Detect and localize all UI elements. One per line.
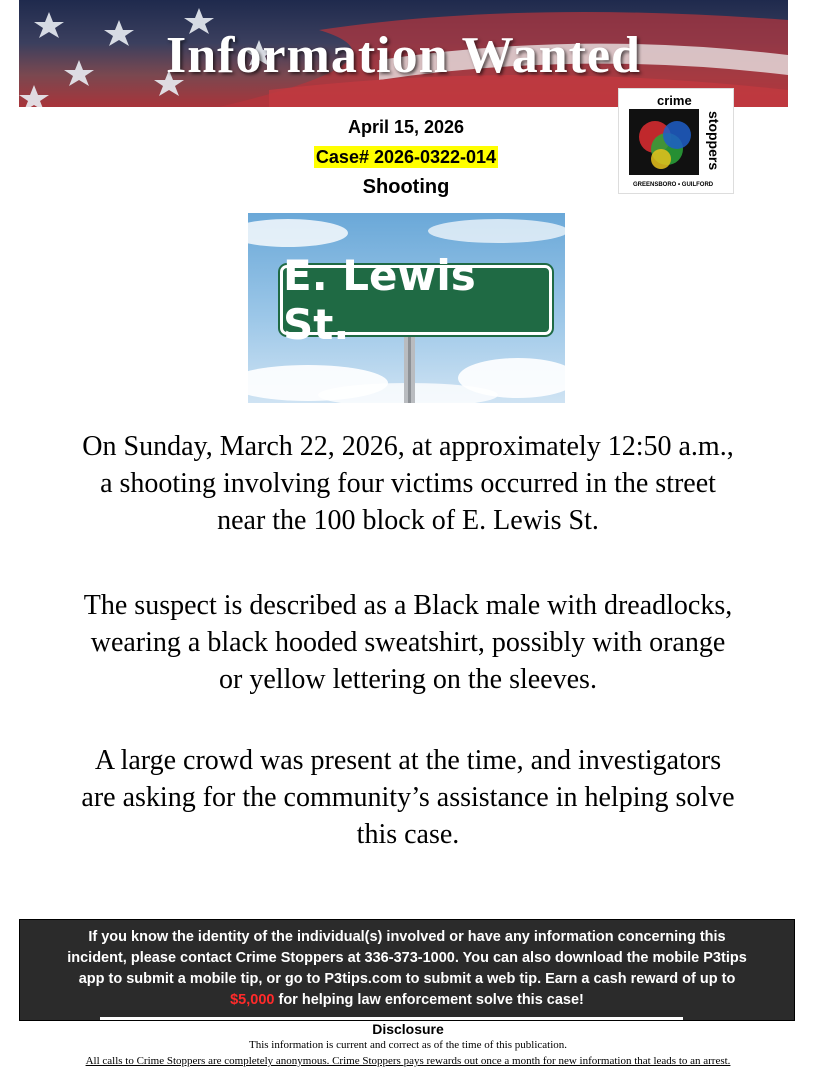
tip-line: app to submit a mobile tip, or go to P3tips.com to submit a web tip. Earn a cash reward of up to xyxy=(78,971,736,987)
appeal-paragraph xyxy=(30,742,786,853)
case-number-row xyxy=(280,147,532,168)
incident-paragraph xyxy=(30,428,786,539)
svg-text:GREENSBORO • GUILFORD: GREENSBORO • GUILFORD xyxy=(633,182,714,188)
crime-type: Shooting xyxy=(362,176,450,198)
disclosure-line: This information is current and correct as of the time of this publication. xyxy=(249,1039,567,1051)
paragraph-line: On Sunday, March 22, 2026, at approximately 12:50 a.m., xyxy=(82,431,734,462)
paragraph-line: A large crowd was present at the time, and investigators xyxy=(94,745,722,776)
disclosure-line: All calls to Crime Stoppers are completely anonymous. Crime Stoppers pays rewards out once a month for new information that leads to an arrest. xyxy=(85,1055,731,1067)
tip-box xyxy=(19,919,795,1021)
paragraph-line: The suspect is described as a Black male with dreadlocks, xyxy=(83,590,733,621)
paragraph-line: or yellow lettering on the sleeves. xyxy=(219,664,597,695)
paragraph-line: this case. xyxy=(356,819,460,850)
paragraph-line: a shooting involving four victims occurred in the street xyxy=(100,468,716,499)
street-sign-text: E. Lewis St. xyxy=(283,251,476,349)
paragraph-line: are asking for the community’s assistance in helping solve xyxy=(81,782,735,813)
tip-line xyxy=(38,990,776,1011)
street-sign-photo xyxy=(248,213,565,403)
flyer-date: April 15, 2026 xyxy=(347,117,465,137)
crime-stoppers-logo xyxy=(618,88,734,194)
tip-text xyxy=(38,927,776,1011)
svg-text:stoppers: stoppers xyxy=(706,111,722,171)
tip-line-rest: for helping law enforcement solve this case! xyxy=(274,992,584,1008)
paragraph-line: wearing a black hooded sweatshirt, possibly with orange xyxy=(90,627,726,658)
paragraph-line: near the 100 block of E. Lewis St. xyxy=(217,505,599,536)
disclosure-title: Disclosure xyxy=(372,1021,444,1037)
street-sign xyxy=(280,251,552,349)
tip-line: incident, please contact Crime Stoppers at 336-373-1000. You can also download the mobile P3tips xyxy=(67,950,747,966)
suspect-paragraph xyxy=(30,587,786,698)
page-title: Information Wanted xyxy=(166,27,641,84)
reward-amount: $5,000 xyxy=(230,992,275,1008)
svg-text:crime: crime xyxy=(657,93,692,108)
logo-graphic xyxy=(619,89,733,193)
divider xyxy=(100,1017,683,1020)
tip-line: If you know the identity of the individual(s) involved or have any information concerning this xyxy=(88,929,726,945)
case-number: Case# 2026-0322-014 xyxy=(315,147,497,167)
